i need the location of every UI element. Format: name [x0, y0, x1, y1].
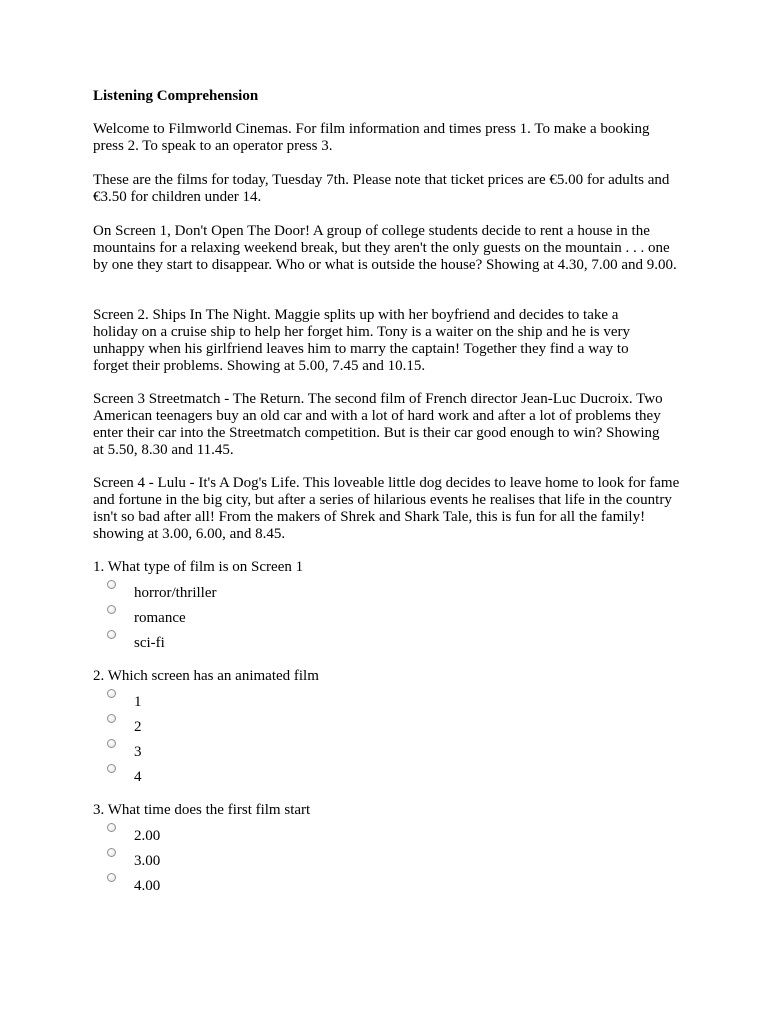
question-2-options — [93, 689, 683, 789]
radio-button[interactable] — [107, 823, 116, 832]
document-title: Listening Comprehension — [93, 88, 259, 104]
option-item[interactable] — [93, 630, 683, 655]
intro-paragraph: Welcome to Filmworld Cinemas. For film information and times press 1. To make a booking press 2. To speak to an operator press 3. — [93, 121, 650, 154]
question-1-options — [93, 580, 683, 655]
question-2: 2. Which screen has an animated film — [93, 668, 319, 684]
option-label: romance — [134, 610, 186, 626]
radio-button[interactable] — [107, 739, 116, 748]
radio-button[interactable] — [107, 689, 116, 698]
screen-3-paragraph: Screen 3 Streetmatch - The Return. The second film of French director Jean-Luc Ducroix. Two American teenagers buy an old car and with a lot of hard work and after a lot of problems they enter their car into the Streetmatch competition. But is their car good enough to win? Showing at 5.50, 8.30 and 11.45. — [93, 391, 663, 458]
option-label: 1 — [134, 694, 142, 710]
option-item[interactable] — [93, 823, 683, 848]
option-label: horror/thriller — [134, 585, 217, 601]
question-3-options — [93, 823, 683, 898]
option-item[interactable] — [93, 739, 683, 764]
radio-button[interactable] — [107, 630, 116, 639]
question-1: 1. What type of film is on Screen 1 — [93, 559, 304, 575]
option-label: 4 — [134, 769, 142, 785]
option-item[interactable] — [93, 873, 683, 898]
option-item[interactable] — [93, 605, 683, 630]
radio-button[interactable] — [107, 764, 116, 773]
screen-1-paragraph: On Screen 1, Don't Open The Door! A group of college students decide to rent a house in the mountains for a relaxing weekend break, but they aren't the only guests on the mountain . . . one by one they start to disappear. Who or what is outside the house? Showing at 4.30, 7.00 and 9.00. — [93, 223, 677, 273]
option-label: 3.00 — [134, 853, 161, 869]
option-item[interactable] — [93, 580, 683, 605]
screen-4-paragraph: Screen 4 - Lulu - It's A Dog's Life. This loveable little dog decides to leave home to look for fame and fortune in the big city, but after a series of hilarious events he realises that life in the country isn't so bad after all! From the makers of Shrek and Shark Tale, this is fun for all the family! showing at 3.00, 6.00, and 8.45. — [93, 475, 680, 542]
option-item[interactable] — [93, 764, 683, 789]
radio-button[interactable] — [107, 714, 116, 723]
radio-button[interactable] — [107, 605, 116, 614]
option-label: 3 — [134, 744, 142, 760]
radio-button[interactable] — [107, 848, 116, 857]
radio-button[interactable] — [107, 873, 116, 882]
option-label: 2 — [134, 719, 142, 735]
option-item[interactable] — [93, 848, 683, 873]
option-item[interactable] — [93, 689, 683, 714]
option-item[interactable] — [93, 714, 683, 739]
option-label: 4.00 — [134, 878, 161, 894]
option-label: 2.00 — [134, 828, 161, 844]
option-label: sci-fi — [134, 635, 165, 651]
radio-button[interactable] — [107, 580, 116, 589]
screen-2-paragraph: Screen 2. Ships In The Night. Maggie splits up with her boyfriend and decides to take a holiday on a cruise ship to help her forget him. Tony is a waiter on the ship and he is very unhappy when his girlfriend leaves him to marry the captain! Together they find a way to forget their problems. Showing at 5.00, 7.45 and 10.15. — [93, 307, 631, 374]
question-3: 3. What time does the first film start — [93, 802, 311, 818]
prices-paragraph: These are the films for today, Tuesday 7th. Please note that ticket prices are €5.00 for adults and €3.50 for children under 14. — [93, 172, 670, 205]
